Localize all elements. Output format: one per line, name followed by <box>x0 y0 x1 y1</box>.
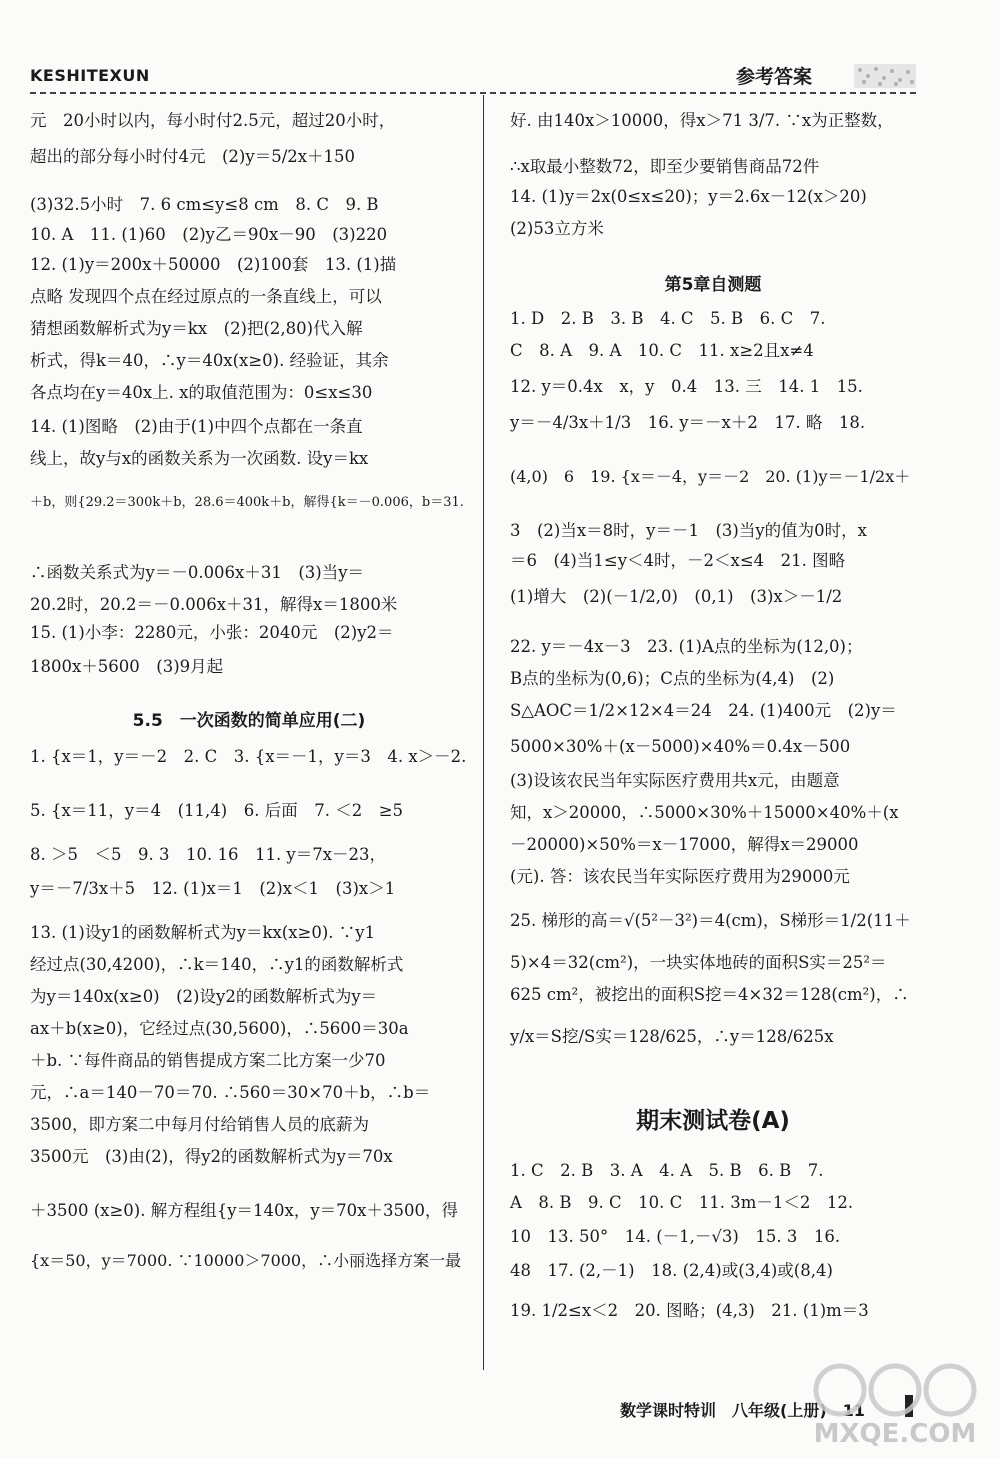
answer-line: 线上，故y与x的函数关系为一次函数. 设y＝kx <box>30 449 369 468</box>
answer-line: 14. (1)y＝2x(0≤x≤20)；y＝2.6x－12(x＞20) <box>510 187 867 206</box>
answer-line: 好. 由140x＞10000，得x＞71 3/7. ∵x为正整数， <box>510 111 894 130</box>
answer-line: (1)增大 (2)(－1/2,0) (0,1) (3)x＞－1/2 <box>510 587 843 606</box>
answer-line: 14. (1)图略 (2)由于(1)中四个点都在一条直 <box>30 417 363 436</box>
answer-line: 48 17. (2,－1) 18. (2,4)或(3,4)或(8,4) <box>510 1261 833 1280</box>
answer-line: (3)32.5小时 7. 6 cm≤y≤8 cm 8. C 9. B <box>30 195 379 214</box>
answer-line: 3500，即方案二中每月付给销售人员的底薪为 <box>30 1115 369 1134</box>
answer-line: 3500元 (3)由(2)，得y2的函数解析式为y＝70x <box>30 1147 393 1166</box>
answer-line: ＋b. ∵每件商品的销售提成方案二比方案一少70 <box>30 1051 386 1070</box>
answer-line: 5)×4＝32(cm²)，一块实体地砖的面积S实＝25²＝ <box>510 953 887 972</box>
answer-line: 1. C 2. B 3. A 4. A 5. B 6. B 7. <box>510 1161 824 1180</box>
answer-line: 析式，得k＝40，∴y＝40x(x≥0). 经验证，其余 <box>30 351 389 370</box>
answer-line: 为y＝140x(x≥0) (2)设y2的函数解析式为y＝ <box>30 987 378 1006</box>
answer-line: 25. 梯形的高＝√(5²－3²)＝4(cm)，S梯形＝1/2(11＋ <box>510 911 911 930</box>
answer-line: 1. {x＝1，y＝－2 2. C 3. {x＝－1，y＝3 4. x＞－2. <box>30 747 467 766</box>
answer-line: ax＋b(x≥0)，它经过点(30,5600)，∴5600＝30a <box>30 1019 409 1038</box>
answer-line: 1. D 2. B 3. B 4. C 5. B 6. C 7. <box>510 309 826 328</box>
answer-line: ∴x取最小整数72，即至少要销售商品72件 <box>510 157 820 176</box>
watermark-text: MXQE.COM <box>813 1419 977 1449</box>
section-heading: 5.5 一次函数的简单应用(二) <box>132 711 366 731</box>
answer-line: y＝－4/3x＋1/3 16. y＝－x＋2 17. 略 18. <box>510 413 866 432</box>
section-label: 参考答案 <box>735 66 812 88</box>
answer-line: (2)53立方米 <box>510 219 604 238</box>
page-footer: 数学课时特训 八年级(上册) 11 <box>620 1401 865 1420</box>
answer-line: 1800x＋5600 (3)9月起 <box>30 657 224 676</box>
answer-line: ＝6 (4)当1≤y＜4时，－2＜x≤4 21. 图略 <box>510 551 846 570</box>
answer-line: y＝－7/3x＋5 12. (1)x＝1 (2)x＜1 (3)x＞1 <box>30 879 396 898</box>
answer-line: ＋b，则{29.2＝300k＋b，28.6＝400k＋b，解得{k＝－0.006，b＝31. <box>30 495 464 510</box>
answer-line: 3 (2)当x＝8时，y＝－1 (3)当y的值为0时，x <box>510 521 867 540</box>
answer-line: －20000)×50%＝x－17000，解得x＝29000 <box>510 835 859 854</box>
answer-line: 超出的部分每小时付4元 (2)y＝5/2x＋150 <box>30 147 356 166</box>
answer-line: {x＝50，y＝7000. ∵10000＞7000，∴小丽选择方案一最 <box>30 1251 462 1270</box>
answer-line: (元). 答：该农民当年实际医疗费用为29000元 <box>510 867 850 886</box>
answer-line: (3)设该农民当年实际医疗费用共x元，由题意 <box>510 771 840 790</box>
answer-line: S△AOC＝1/2×12×4＝24 24. (1)400元 (2)y＝ <box>510 701 897 720</box>
page-header <box>30 62 916 102</box>
answer-line: 10. A 11. (1)60 (2)y乙＝90x－90 (3)220 <box>30 225 388 244</box>
answer-line: C 8. A 9. A 10. C 11. x≥2且x≠4 <box>510 341 814 360</box>
answer-line: B点的坐标为(0,6)；C点的坐标为(4,4) (2) <box>510 669 835 688</box>
answer-line: 5000×30%＋(x－5000)×40%＝0.4x－500 <box>510 737 851 756</box>
answer-line: 点略 发现四个点在经过原点的一条直线上，可以 <box>30 287 382 306</box>
answer-line: 经过点(30,4200)，∴k＝140，∴y1的函数解析式 <box>30 955 404 974</box>
answer-line: 元，∴a＝140－70＝70. ∴560＝30×70＋b，∴b＝ <box>30 1083 431 1102</box>
answer-line: 22. y＝－4x－3 23. (1)A点的坐标为(12,0)； <box>510 637 863 656</box>
answer-line: 8. ＞5 ＜5 9. 3 10. 16 11. y＝7x－23， <box>30 845 387 864</box>
answer-line: 猜想函数解析式为y＝kx (2)把(2,80)代入解 <box>30 319 363 338</box>
brand-label: KESHITEXUN <box>30 66 150 85</box>
answer-line: (4,0) 6 19. {x＝－4，y＝－2 20. (1)y＝－1/2x＋ <box>510 467 911 486</box>
answer-line: 13. (1)设y1的函数解析式为y＝kx(x≥0). ∵y1 <box>30 923 376 942</box>
answer-line: 知，x＞20000，∴5000×30%＋15000×40%＋(x <box>510 803 899 822</box>
section-heading: 第5章自测题 <box>664 275 762 295</box>
answer-line: 625 cm²，被挖出的面积S挖＝4×32＝128(cm²)，∴ <box>510 985 909 1004</box>
header-rule <box>30 92 916 94</box>
answer-line: 10 13. 50° 14. (－1,－√3) 15. 3 16. <box>510 1227 841 1246</box>
watermark-logo <box>800 1350 990 1450</box>
answer-line: A 8. B 9. C 10. C 11. 3m－1＜2 12. <box>510 1193 854 1212</box>
section-heading: 期末测试卷(A) <box>636 1108 790 1134</box>
answer-line: y/x＝S挖/S实＝128/625，∴y＝128/625x <box>510 1027 834 1046</box>
answer-line: 19. 1/2≤x＜2 20. 图略；(4,3) 21. (1)m＝3 <box>510 1301 869 1320</box>
column-divider <box>483 95 484 1370</box>
answer-line: 15. (1)小李：2280元，小张：2040元 (2)y2＝ <box>30 623 394 642</box>
answer-line: 各点均在y＝40x上. x的取值范围为：0≤x≤30 <box>30 383 373 402</box>
answer-line: 12. y＝0.4x x，y 0.4 13. 三 14. 1 15. <box>510 377 863 396</box>
corner-pattern-icon <box>854 62 916 90</box>
answer-line: 20.2时，20.2＝－0.006x＋31，解得x＝1800米 <box>30 595 398 614</box>
answer-line: 12. (1)y＝200x＋50000 (2)100套 13. (1)描 <box>30 255 397 274</box>
answer-line: ＋3500 (x≥0). 解方程组{y＝140x，y＝70x＋3500，得 <box>30 1201 458 1220</box>
answer-line: ∴函数关系式为y＝－0.006x＋31 (3)当y＝ <box>30 563 365 582</box>
answer-line: 元 20小时以内，每小时付2.5元，超过20小时， <box>30 111 396 130</box>
answer-line: 5. {x＝11，y＝4 (11,4) 6. 后面 7. ＜2 ≥5 <box>30 801 404 820</box>
